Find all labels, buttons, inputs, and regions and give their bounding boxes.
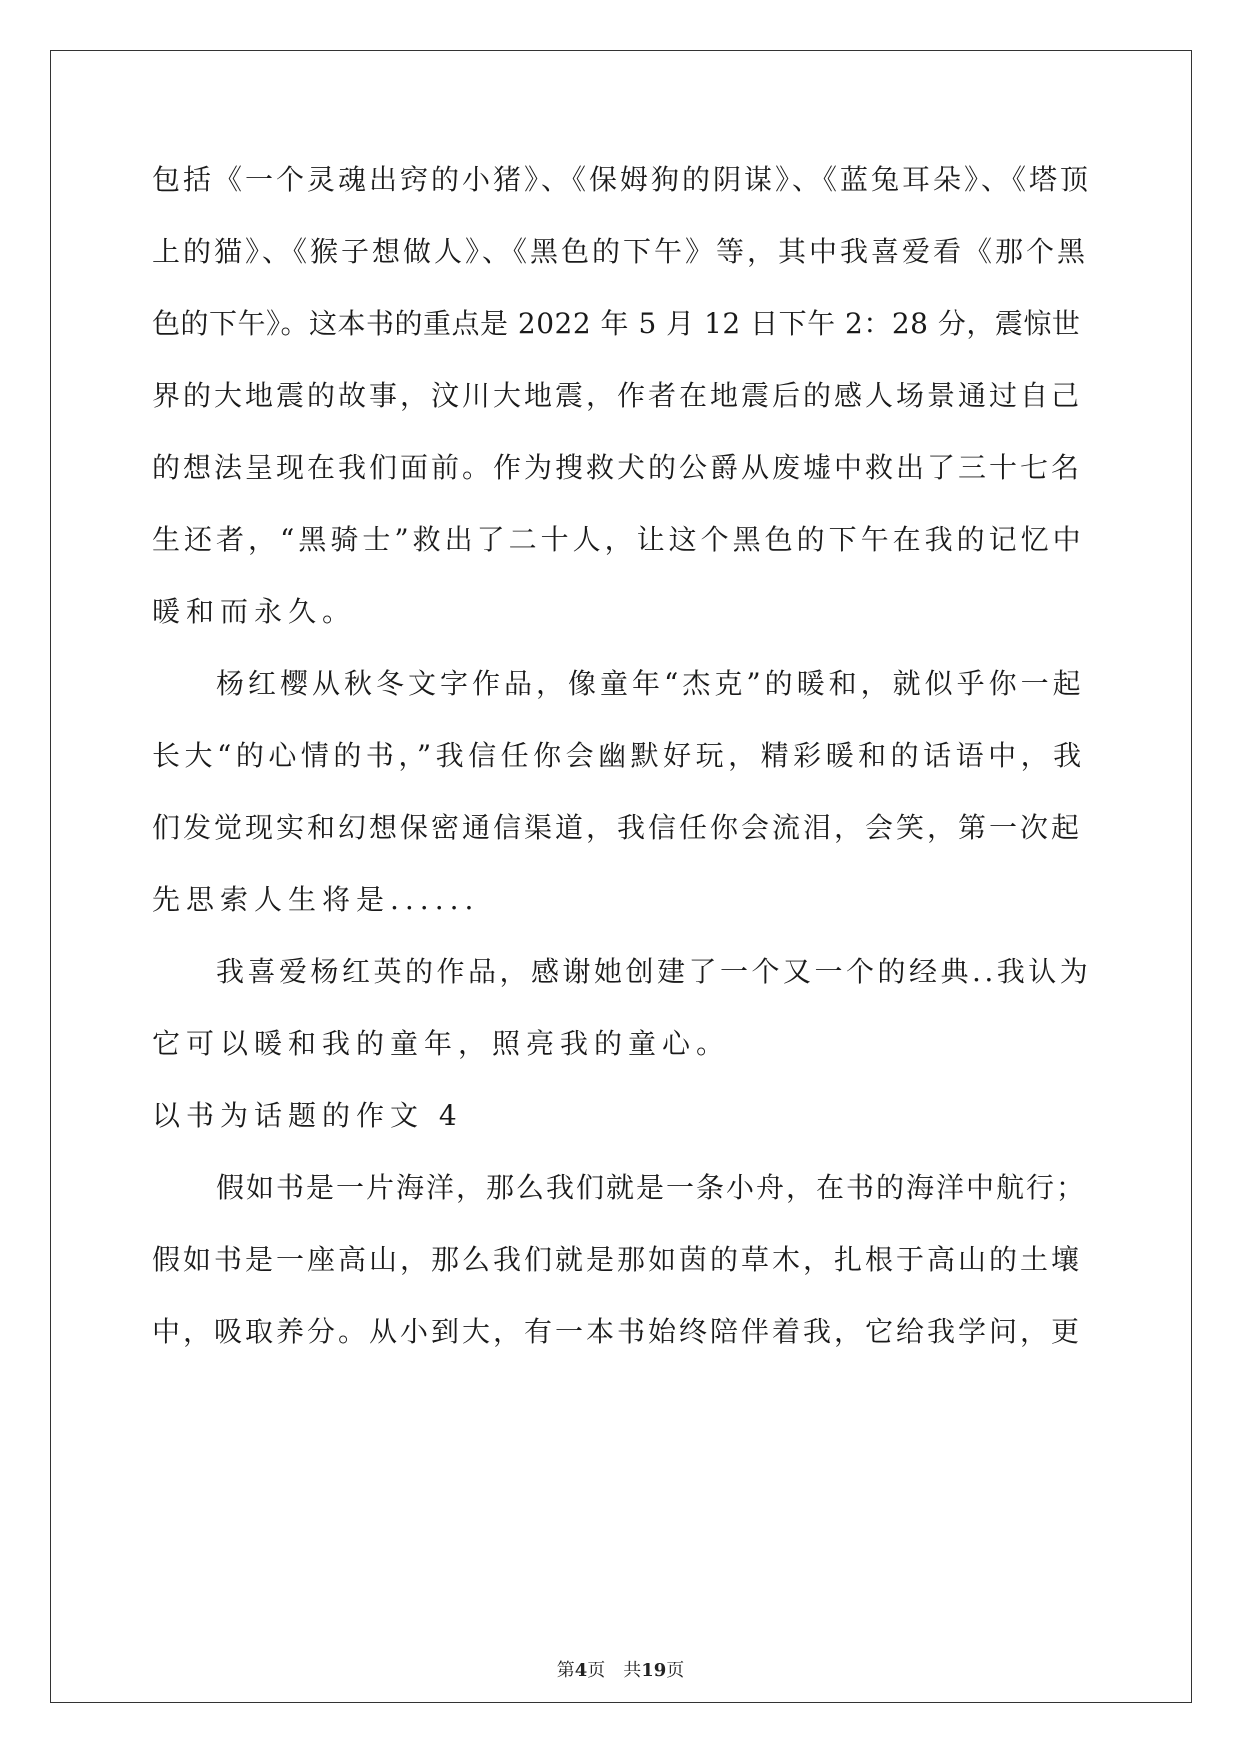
current-page-number: 4 xyxy=(574,1660,588,1681)
text-line: 上的猫》、《猴子想做人》、《黑色的下午》等，其中我喜爱看《那个黑 xyxy=(152,235,1089,268)
text-line: 长大“的心情的书，”我信任你会幽默好玩，精彩暖和的话语中，我 xyxy=(152,739,1086,772)
text-line: 我喜爱杨红英的作品，感谢她创建了一个又一个的经典..我认为 xyxy=(216,955,1092,988)
text-line: 的想法呈现在我们面前。作为搜救犬的公爵从废墟中救出了三十七名 xyxy=(152,451,1083,484)
text-line: 界的大地震的故事，汶川大地震，作者在地震后的感人场景通过自己 xyxy=(152,379,1083,412)
text-line: 们发觉现实和幻想保密通信渠道，我信任你会流泪，会笑，第一次起 xyxy=(152,811,1083,844)
footer-prefix: 第 xyxy=(556,1660,575,1681)
text-line: 假如书是一座高山，那么我们就是那如茵的草木，扎根于高山的土壤 xyxy=(152,1243,1083,1276)
text-line: 先思索人生将是...... xyxy=(152,883,480,916)
text-line: 暖和而永久。 xyxy=(152,595,357,628)
total-page-number: 19 xyxy=(641,1660,667,1681)
text-line: 它可以暖和我的童年，照亮我的童心。 xyxy=(152,1027,731,1060)
text-line: 杨红樱从秋冬文字作品，像童年“杰克”的暖和，就似乎你一起 xyxy=(216,667,1085,700)
page-number-footer xyxy=(0,1660,1241,1682)
text-line: 包括《一个灵魂出窍的小猪》、《保姆狗的阴谋》、《蓝兔耳朵》、《塔顶 xyxy=(152,163,1092,196)
text-line: 假如书是一片海洋，那么我们就是一条小舟，在书的海洋中航行； xyxy=(216,1171,1087,1204)
text-line: 色的下午》。这本书的重点是 2022 年 5 月 12 日下午 2：28 分，震惊世 xyxy=(152,307,1081,340)
page-border xyxy=(50,50,1192,1703)
footer-suffix: 页 xyxy=(666,1660,685,1681)
footer-middle: 页 共 xyxy=(587,1660,642,1681)
section-heading: 以书为话题的作文 4 xyxy=(152,1099,463,1132)
text-line: 中，吸取养分。从小到大，有一本书始终陪伴着我，它给我学问，更 xyxy=(152,1315,1083,1348)
text-line: 生还者，“黑骑士”救出了二十人，让这个黑色的下午在我的记忆中 xyxy=(152,523,1085,556)
